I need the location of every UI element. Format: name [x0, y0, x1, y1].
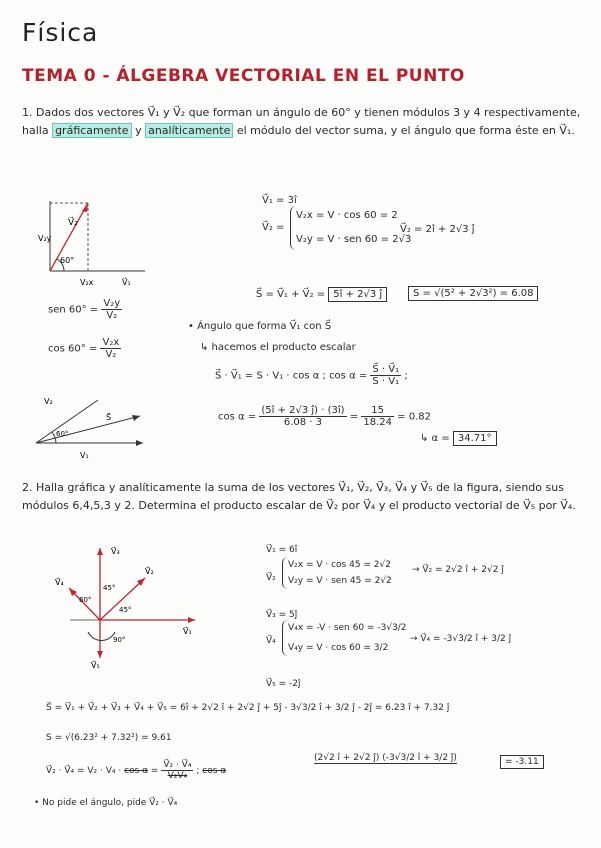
- cos-alpha-den: 6.08 · 3: [283, 417, 323, 428]
- p2-v4-result: → V⃗₄ = -3√3/2 î + 3/2 ĵ: [410, 634, 512, 644]
- cos-alpha-fraction2: [361, 405, 394, 428]
- cos-den: V₂: [105, 349, 117, 360]
- v1-equation: V⃗₁ = 3î: [262, 195, 297, 206]
- cos-alpha-num2: 15: [361, 405, 394, 417]
- cos-alpha-fraction: [259, 405, 346, 428]
- d2-label-s: S⃗: [106, 413, 112, 422]
- v2-lhs: V⃗₂ =: [262, 222, 285, 233]
- v3-head: [97, 548, 103, 555]
- label-v1: V⃗₁: [183, 627, 192, 636]
- cos-fraction: [100, 337, 121, 360]
- problem1-text-a: 1. Dados dos vectores V⃗₁ y V⃗₂ que forman un ángulo de 60° y tienen módulos 3 y 4 respectivamente, halla: [22, 106, 581, 137]
- sin-den: V₂: [106, 310, 118, 321]
- cos-alpha-equation: [218, 405, 431, 428]
- angle-title: • Ángulo que forma V⃗₁ con S⃗: [188, 321, 332, 332]
- v2-arrowhead: [82, 203, 88, 212]
- v5-head: [97, 651, 103, 658]
- sum-modulus: S = √(5² + 2√3²) = 6.08: [408, 286, 538, 301]
- subject-title: Física: [22, 18, 99, 47]
- dot-fraction: [370, 364, 401, 387]
- v2-components: [290, 206, 411, 250]
- p2-dot-strike: cos α: [124, 766, 149, 776]
- problem1-joiner: y: [135, 124, 142, 137]
- p2-v1-equation: V⃗₁ = 6î: [266, 545, 298, 555]
- p2-note: • No pide el ángulo, pide V⃗₂ · V⃗₄: [34, 798, 178, 808]
- dot-product-equation: S⃗ · V⃗₁ = S · V₁ · cos α ; cos α = $\frac{\text{S⃗ · V⃗₁}}{\text{S · V₁}}$ ;: [215, 364, 408, 387]
- p2-v2x: V₂x = V · cos 45 = 2√2: [288, 560, 391, 570]
- label-v1: V⃗₁: [122, 278, 131, 287]
- label-45b: 45°: [119, 606, 132, 614]
- d2-v1-head: [136, 440, 143, 446]
- d2-s-head: [132, 415, 140, 421]
- sin-fraction: [101, 298, 122, 321]
- dot-lhs: S⃗ · V⃗₁ = S · V₁ · cos α ; cos α =: [215, 370, 368, 382]
- cos-relation: [48, 337, 121, 360]
- p2-v3-equation: V⃗₃ = 5ĵ: [266, 610, 298, 620]
- label-v2: V⃗₂: [145, 567, 154, 576]
- alpha-prefix: ↳ α =: [420, 433, 450, 444]
- p2-dot-fraction: [161, 760, 193, 781]
- topic-title: TEMA 0 - ÁLGEBRA VECTORIAL EN EL PUNTO: [22, 66, 465, 86]
- p2-v2-components: [282, 557, 392, 589]
- sum-equation: [256, 289, 387, 300]
- alpha-box: 34.71°: [453, 431, 497, 446]
- p2-v2-lhs: V⃗₂: [266, 573, 276, 583]
- label-v2: V⃗₂: [68, 218, 78, 228]
- angle-subtitle: ↳ hacemos el producto escalar: [200, 342, 356, 353]
- label-v4: V⃗₄: [55, 578, 64, 587]
- label-v2x: V₂x: [80, 278, 94, 287]
- p2-v4x: V₄x = -V · sen 60 = -3√3/2: [288, 623, 407, 633]
- sum-box: 5î + 2√3 ĵ: [328, 287, 387, 302]
- p2-v5-equation: V⃗₅ = -2ĵ: [266, 679, 301, 689]
- alpha-result: [420, 433, 497, 444]
- sin-num: V₂y: [103, 298, 121, 309]
- p2-sum-modulus: S = √(6.23² + 7.32²) = 9.61: [46, 733, 172, 743]
- p2-v2-result: → V⃗₂ = 2√2 î + 2√2 ĵ: [412, 565, 504, 575]
- label-90: 90°: [113, 636, 126, 644]
- p2-dot-mid: =: [150, 766, 159, 776]
- sin-relation: [48, 298, 122, 321]
- cos-alpha-lhs: cos α =: [218, 411, 257, 423]
- p2-sum-equation: S⃗ = V⃗₁ + V⃗₂ + V⃗₃ + V⃗₄ + V⃗₅ = 6î + 2√2 î + 2√2 ĵ + 5ĵ - 3√3/2 î + 3/2 ĵ - 2ĵ = 6.23 î + 7.32 ĵ: [46, 703, 450, 713]
- d2-label-v1: V₁: [80, 451, 89, 460]
- problem2-statement: 2. Halla gráfica y analíticamente la suma de los vectores V⃗₁, V⃗₂, V⃗₃, V⃗₄ y V⃗₅ de la figura, siendo sus módulos 6,4,5,3 y 2. Determina el producto escalar de V⃗₂ por V⃗₄ y el producto vectorial de V⃗₅ por V⃗₄.: [22, 481, 576, 512]
- label-v3: V⃗₃: [111, 547, 120, 556]
- p2-dot-lhs: V⃗₂ · V⃗₄ = V₂ · V₄ ·: [46, 766, 122, 776]
- cos-alpha-den2: 18.24: [363, 417, 392, 428]
- problem1-statement: [22, 104, 582, 140]
- p2-dot-frac-den: V₂V₄: [167, 771, 188, 781]
- v2-result: V⃗₂ = 2î + 2√3 ĵ: [400, 224, 475, 235]
- p2-v4-lhs: V⃗₄: [266, 636, 276, 646]
- label-60: 60°: [79, 596, 92, 604]
- cos-alpha-num: (5î + 2√3 ĵ) · (3î): [261, 405, 345, 416]
- diagram-five-vectors: [55, 540, 205, 670]
- cos-alpha-eq-sign: =: [349, 411, 359, 423]
- arc-90: [88, 632, 115, 640]
- v2x-equation: V₂x = V · cos 60 = 2: [296, 210, 398, 221]
- cos-num: V₂x: [102, 337, 120, 348]
- p2-v2y: V₂y = V · sen 45 = 2√2: [288, 576, 392, 586]
- highlight-graficamente: gráficamente: [52, 123, 132, 138]
- sum-lhs: S⃗ = V⃗₁ + V⃗₂ =: [256, 289, 326, 300]
- highlight-analiticamente: analíticamente: [145, 123, 233, 138]
- diagram-decomposition: [40, 193, 155, 288]
- p2-v4y: V₄y = V · cos 60 = 3/2: [288, 643, 389, 653]
- cos-lhs: cos 60° =: [48, 343, 98, 355]
- p2-dot-product: V⃗₂ · V⃗₄ = V₂ · V₄ · cos α = $\frac{\text{V⃗₂ · V⃗₄}}{\text{V₂V₄}}$ ; cos α: [46, 760, 227, 781]
- p2-dot-numerator: (2√2 î + 2√2 ĵ) (-3√3/2 î + 3/2 ĵ): [314, 753, 457, 763]
- v2y-equation: V₂y = V · sen 60 = 2√3: [296, 234, 412, 245]
- label-angle: 60°: [60, 256, 75, 265]
- label-45a: 45°: [103, 584, 116, 592]
- p2-v4-components: [282, 620, 407, 656]
- label-v2y: V₂y: [38, 234, 52, 243]
- dot-num: S⃗ · V⃗₁: [372, 364, 400, 375]
- p2-dot-result: = -3.11: [500, 755, 544, 769]
- p2-dot-strike2: cos α: [202, 766, 227, 776]
- diagram-sum: [28, 388, 158, 463]
- d2-s-line: [36, 416, 140, 443]
- problem1-text-b: el módulo del vector suma, y el ángulo que forma éste en V⃗₁.: [236, 124, 575, 137]
- d2-label-v2: V₂: [44, 397, 53, 406]
- v1-head: [188, 617, 195, 623]
- d2-label-angle: 60°: [56, 430, 69, 438]
- cos-alpha-value: = 0.82: [397, 411, 431, 423]
- p2-dot-frac-num: V⃗₂ · V⃗₄: [163, 760, 192, 770]
- sin-lhs: sen 60° =: [48, 304, 99, 316]
- label-v5: V⃗₅: [91, 661, 100, 670]
- dot-den: S · V₁: [372, 376, 400, 387]
